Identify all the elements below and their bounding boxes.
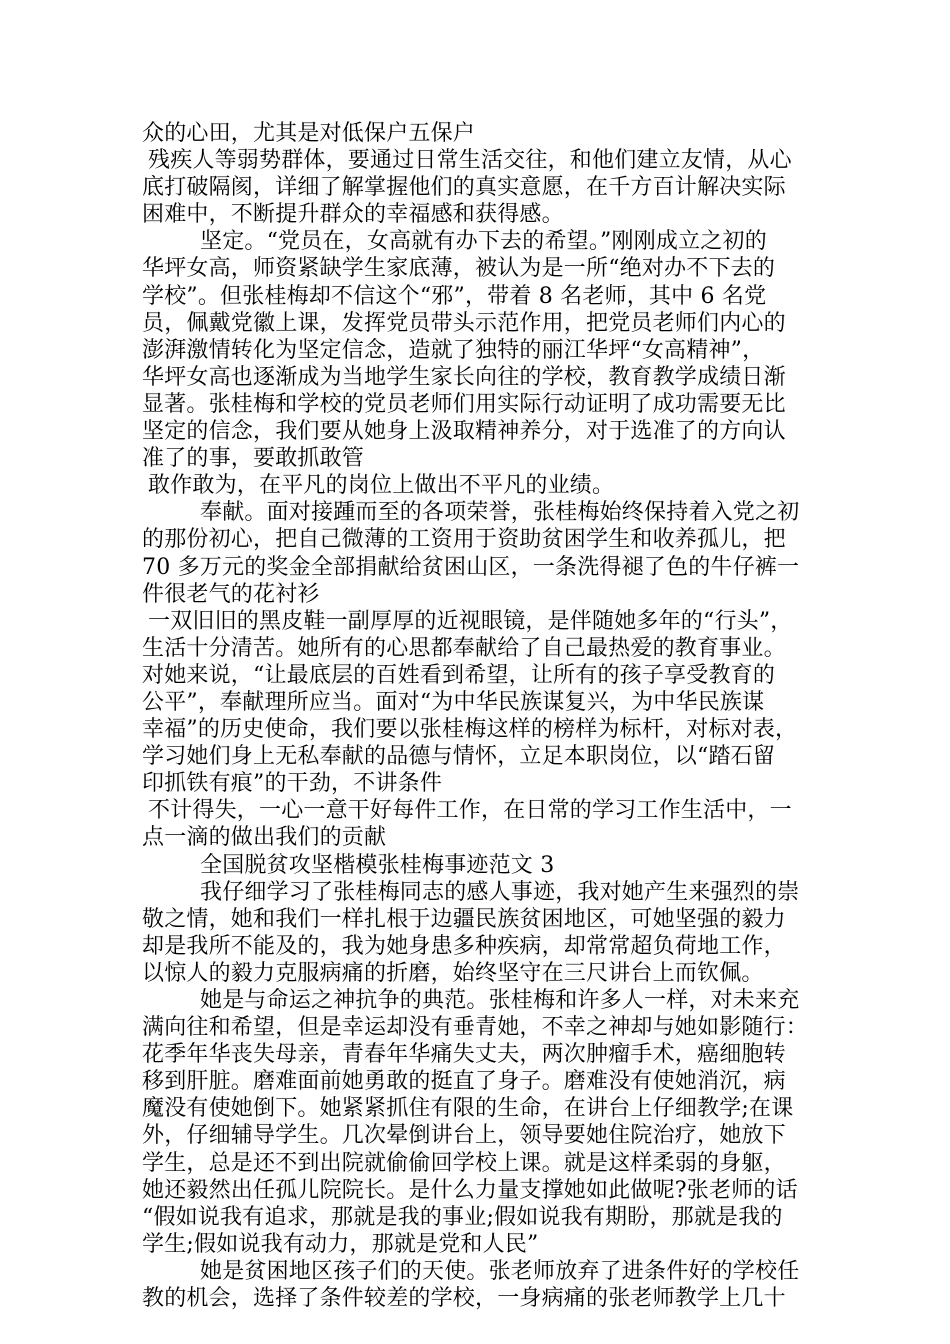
text-line: 她还毅然出任孤儿院院长。是什么力量支撑她如此做呢?张老师的话 <box>142 1177 798 1203</box>
text-line: 澎湃激情转化为坚定信念，造就了独特的丽江华坪“女高精神”， <box>142 337 765 363</box>
text-line: 显著。张桂梅和学校的党员老师们用实际行动证明了成功需要无比 <box>142 391 786 417</box>
text-line: 件很老气的花衬衫 <box>142 581 320 607</box>
text-line: 学生，总是还不到出院就偷偷回学校上课。就是这样柔弱的身躯， <box>142 1150 786 1176</box>
text-line: 准了的事，要敢抓敢管 <box>142 446 365 472</box>
text-line: 残疾人等弱势群体，要通过日常生活交往，和他们建立友情，从心 <box>148 148 792 174</box>
text-line: 学习她们身上无私奉献的品德与情怀，立足本职岗位，以“踏石留 <box>142 744 776 770</box>
text-line: 众的心田，尤其是对低保户五保户 <box>142 121 476 146</box>
text-line: 生活十分清苦。她所有的心思都奉献给了自己最热爱的教育事业。 <box>142 635 786 661</box>
text-line: 敬之情，她和我们一样扎根于边疆民族贫困地区，可她坚强的毅力 <box>142 906 786 932</box>
text-line: 魔没有使她倒下。她紧紧抓住有限的生命，在讲台上仔细教学;在课 <box>142 1096 794 1122</box>
text-line: 移到肝脏。磨难面前她勇敢的挺直了身子。磨难没有使她消沉，病 <box>142 1069 786 1095</box>
text-line: 以惊人的毅力克服病痛的折磨，始终坚守在三尺讲台上而钦佩。 <box>142 960 764 986</box>
text-line: 外，仔细辅导学生。几次晕倒讲台上，领导要她住院治疗，她放下 <box>142 1123 786 1149</box>
text-line: “假如说我有追求，那就是我的事业;假如说我有期盼，那就是我的 <box>142 1204 783 1230</box>
text-line: 学生;假如说我有动力，那就是党和人民” <box>142 1231 539 1257</box>
text-line: 不计得失，一心一意干好每件工作，在日常的学习工作生活中，一 <box>148 798 792 824</box>
text-line: 全国脱贫攻坚楷模张桂梅事迹范文 3 <box>200 852 555 878</box>
text-line: 我仔细学习了张桂梅同志的感人事迹，我对她产生来强烈的崇 <box>200 879 800 905</box>
text-line: 满向往和希望，但是幸运却没有垂青她，不幸之神却与她如影随行： <box>142 1015 809 1041</box>
text-line: 对她来说，“让最底层的百姓看到希望，让所有的孩子享受教育的 <box>142 662 776 688</box>
text-line: 公平”，奉献理所应当。面对“为中华民族谋复兴，为中华民族谋 <box>142 689 765 715</box>
text-line: 她是贫困地区孩子们的天使。张老师放弃了进条件好的学校任 <box>200 1258 800 1284</box>
text-line: 华坪女高也逐渐成为当地学生家长向往的学校，教育教学成绩日渐 <box>142 364 786 390</box>
text-line: 坚定的信念，我们要从她身上汲取精神养分，对于选准了的方向认 <box>142 419 786 445</box>
text-line: 教的机会，选择了条件较差的学校，一身病痛的张老师教学上几十 <box>142 1286 786 1312</box>
text-line: 的那份初心，把自己微薄的工资用于资助贫困学生和收养孤儿，把 <box>142 527 786 553</box>
text-line: 幸福”的历史使命，我们要以张桂梅这样的榜样为标杆，对标对表， <box>142 717 798 743</box>
text-line: 坚定。“党员在，女高就有办下去的希望。”刚刚成立之初的 <box>200 229 767 255</box>
text-line: 花季年华丧失母亲，青春年华痛失丈夫，两次肿瘤手术，癌细胞转 <box>142 1042 786 1068</box>
text-line: 70 多万元的奖金全部捐献给贫困山区，一条洗得褪了色的牛仔裤一 <box>142 554 800 580</box>
text-line: 印抓铁有痕”的干劲，不讲条件 <box>142 771 443 797</box>
text-line: 奉献。面对接踵而至的各项荣誉，张桂梅始终保持着入党之初 <box>200 500 800 526</box>
text-line: 她是与命运之神抗争的典范。张桂梅和许多人一样，对未来充 <box>200 988 800 1013</box>
text-line: 困难中，不断提升群众的幸福感和获得感。 <box>142 202 564 228</box>
text-line: 一双旧旧的黑皮鞋一副厚厚的近视眼镜，是伴随她多年的“行头”， <box>148 608 793 634</box>
text-line: 却是我所不能及的，我为她身患多种疾病，却常常超负荷地工作， <box>142 933 786 959</box>
text-line: 员，佩戴党徽上课，发挥党员带头示范作用，把党员老师们内心的 <box>142 310 786 336</box>
text-line: 点一滴的做出我们的贡献 <box>142 825 387 851</box>
text-line: 底打破隔阂，详细了解掌握他们的真实意愿，在千方百计解决实际 <box>142 175 786 201</box>
text-line: 华坪女高，师资紧缺学生家底薄，被认为是一所“绝对办不下去的 <box>142 256 776 282</box>
text-line: 敢作敢为，在平凡的岗位上做出不平凡的业绩。 <box>148 473 615 499</box>
document-page <box>142 120 822 1312</box>
text-line: 学校”。但张桂梅却不信这个“邪”，带着 8 名老师，其中 6 名党 <box>142 283 767 309</box>
